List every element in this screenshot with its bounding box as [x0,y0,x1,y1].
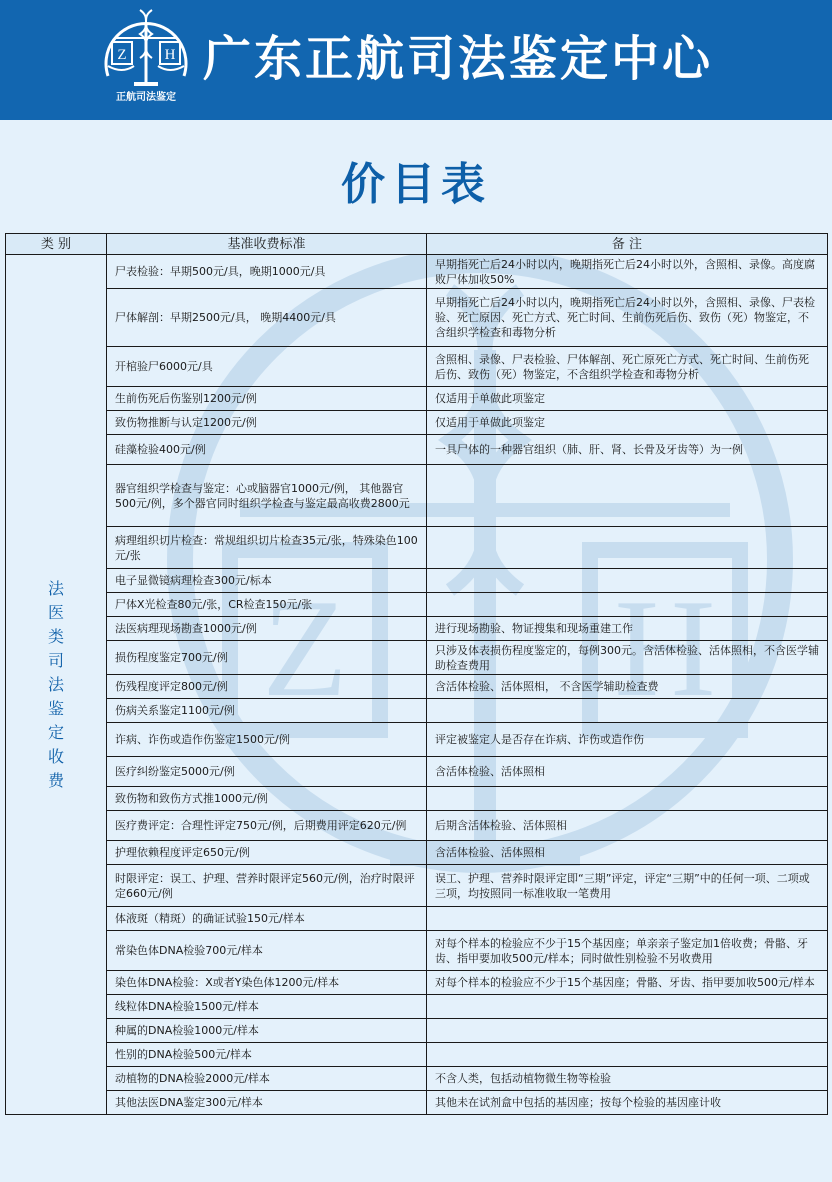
standard-cell: 医疗费评定：合理性评定750元/例，后期费用评定620元/例 [107,811,427,841]
standard-cell: 动植物的DNA检验2000元/样本 [107,1067,427,1091]
standard-cell: 常染色体DNA检验700元/样本 [107,931,427,971]
standard-cell: 染色体DNA检验：X或者Y染色体1200元/样本 [107,971,427,995]
note-cell: 早期指死亡后24小时以内，晚期指死亡后24小时以外，含照相、录像。高度腐败尸体加收50% [427,255,828,289]
note-cell: 一具尸体的一种器官组织（肺、肝、肾、长骨及牙齿等）为一例 [427,435,828,465]
standard-cell: 硅藻检验400元/例 [107,435,427,465]
table-row [6,527,828,569]
note-cell: 早期指死亡后24小时以内，晚期指死亡后24小时以外，含照相、录像、尸表检验、死亡原因、死亡方式、死亡时间、生前伤死后伤、致伤（死）物鉴定，不含组织学检查和毒物分析 [427,289,828,347]
logo-caption: 正航司法鉴定 [116,92,176,103]
page-title: 价目表 [341,159,491,210]
standard-cell: 电子显微镜病理检查300元/标本 [107,569,427,593]
table-row [6,931,828,971]
logo-emblem-icon [100,4,192,100]
table-row [6,841,828,865]
note-cell [427,593,828,617]
note-cell: 进行现场勘验、物证搜集和现场重建工作 [427,617,828,641]
table-row [6,757,828,787]
standard-cell: 尸体X光检查80元/张，CR检查150元/张 [107,593,427,617]
standard-cell: 护理依赖程度评定650元/例 [107,841,427,865]
standard-cell: 伤残程度评定800元/例 [107,675,427,699]
standard-cell: 器官组织学检查与鉴定：心或脑器官1000元/例， 其他器官500元/例，多个器官同时组织学检查与鉴定最高收费2800元 [107,465,427,527]
note-cell: 含活体检验、活体照相 [427,841,828,865]
standard-cell: 线粒体DNA检验1500元/样本 [107,995,427,1019]
table-row [6,699,828,723]
table-row [6,675,828,699]
header-category: 类 别 [6,234,107,255]
note-cell [427,1019,828,1043]
standard-cell: 尸表检验：早期500元/具，晚期1000元/具 [107,255,427,289]
standard-cell: 法医病理现场勘查1000元/例 [107,617,427,641]
standard-cell: 医疗纠纷鉴定5000元/例 [107,757,427,787]
note-cell [427,1043,828,1067]
table-row [6,1043,828,1067]
standard-cell: 病理组织切片检查：常规组织切片检查35元/张，特殊染色100元/张 [107,527,427,569]
svg-text:Z: Z [262,571,348,726]
svg-text:H: H [164,47,176,63]
note-cell: 其他未在试剂盒中包括的基因座；按每个检验的基因座计收 [427,1091,828,1115]
table-row [6,723,828,757]
table-row [6,995,828,1019]
note-cell [427,995,828,1019]
table-row [6,865,828,907]
table-row [6,1091,828,1115]
svg-text:H: H [614,571,716,726]
note-cell [427,699,828,723]
standard-cell: 生前伤死后伤鉴别1200元/例 [107,387,427,411]
table-row [6,593,828,617]
note-cell [427,787,828,811]
standard-cell: 开棺验尸6000元/具 [107,347,427,387]
category-label: 法医类司法鉴定收费 [48,578,65,790]
standard-cell: 致伤物推断与认定1200元/例 [107,411,427,435]
table-row [6,971,828,995]
table-row [6,787,828,811]
standard-cell: 伤病关系鉴定1100元/例 [107,699,427,723]
standard-cell: 致伤物和致伤方式推1000元/例 [107,787,427,811]
table-row [6,1067,828,1091]
header-banner [0,0,832,120]
standard-cell: 性别的DNA检验500元/样本 [107,1043,427,1067]
category-cell [6,255,107,1115]
standard-cell: 种属的DNA检验1000元/样本 [107,1019,427,1043]
table-row [6,347,828,387]
note-cell: 仅适用于单做此项鉴定 [427,387,828,411]
note-cell: 只涉及体表损伤程度鉴定的，每例300元。含活体检验、活体照相，不含医学辅助检查费用 [427,641,828,675]
note-cell: 含活体检验、活体照相 [427,757,828,787]
note-cell: 后期含活体检验、活体照相 [427,811,828,841]
note-cell: 含活体检验、活体照相， 不含医学辅助检查费 [427,675,828,699]
note-cell [427,907,828,931]
standard-cell: 尸体解剖：早期2500元/具， 晚期4400元/具 [107,289,427,347]
note-cell: 误工、护理、营养时限评定即“三期”评定，评定“三期”中的任何一项、二项或三项，均按照同一标准收取一笔费用 [427,865,828,907]
table-body [6,255,828,1115]
table-row [6,1019,828,1043]
standard-cell: 诈病、诈伤或造作伤鉴定1500元/例 [107,723,427,757]
note-cell: 对每个样本的检验应不少于15个基因座；单亲亲子鉴定加1倍收费；骨骼、牙齿、指甲要加收500元/样本；同时做性别检验不另收费用 [427,931,828,971]
table-row [6,289,828,347]
organization-name: 广东正航司法鉴定中心 [203,31,714,87]
standard-cell: 时限评定：误工、护理、营养时限评定560元/例，治疗时限评定660元/例 [107,865,427,907]
note-cell: 评定被鉴定人是否存在诈病、诈伤或造作伤 [427,723,828,757]
note-cell: 对每个样本的检验应不少于15个基因座；骨骼、牙齿、指甲要加收500元/样本 [427,971,828,995]
header-standard: 基准收费标准 [107,234,427,255]
table-row [6,811,828,841]
table-row [6,641,828,675]
note-cell [427,527,828,569]
standard-cell: 损伤程度鉴定700元/例 [107,641,427,675]
note-cell: 不含人类，包括动植物微生物等检验 [427,1067,828,1091]
table-row [6,255,828,289]
table-row [6,569,828,593]
table-row [6,411,828,435]
svg-text:Z: Z [117,47,127,63]
table-row [6,465,828,527]
note-cell [427,569,828,593]
header-note: 备 注 [427,234,828,255]
note-cell [427,465,828,527]
table-header-row [6,234,828,255]
table-row [6,435,828,465]
note-cell: 含照相、录像、尸表检验、尸体解剖、死亡原死亡方式、死亡时间、生前伤死后伤、致伤（死）物鉴定，不含组织学检查和毒物分析 [427,347,828,387]
standard-cell: 其他法医DNA鉴定300元/样本 [107,1091,427,1115]
table-row [6,387,828,411]
table-row [6,907,828,931]
table-row [6,617,828,641]
standard-cell: 体液斑（精斑）的确证试验150元/样本 [107,907,427,931]
price-table [5,233,828,1115]
note-cell: 仅适用于单做此项鉴定 [427,411,828,435]
